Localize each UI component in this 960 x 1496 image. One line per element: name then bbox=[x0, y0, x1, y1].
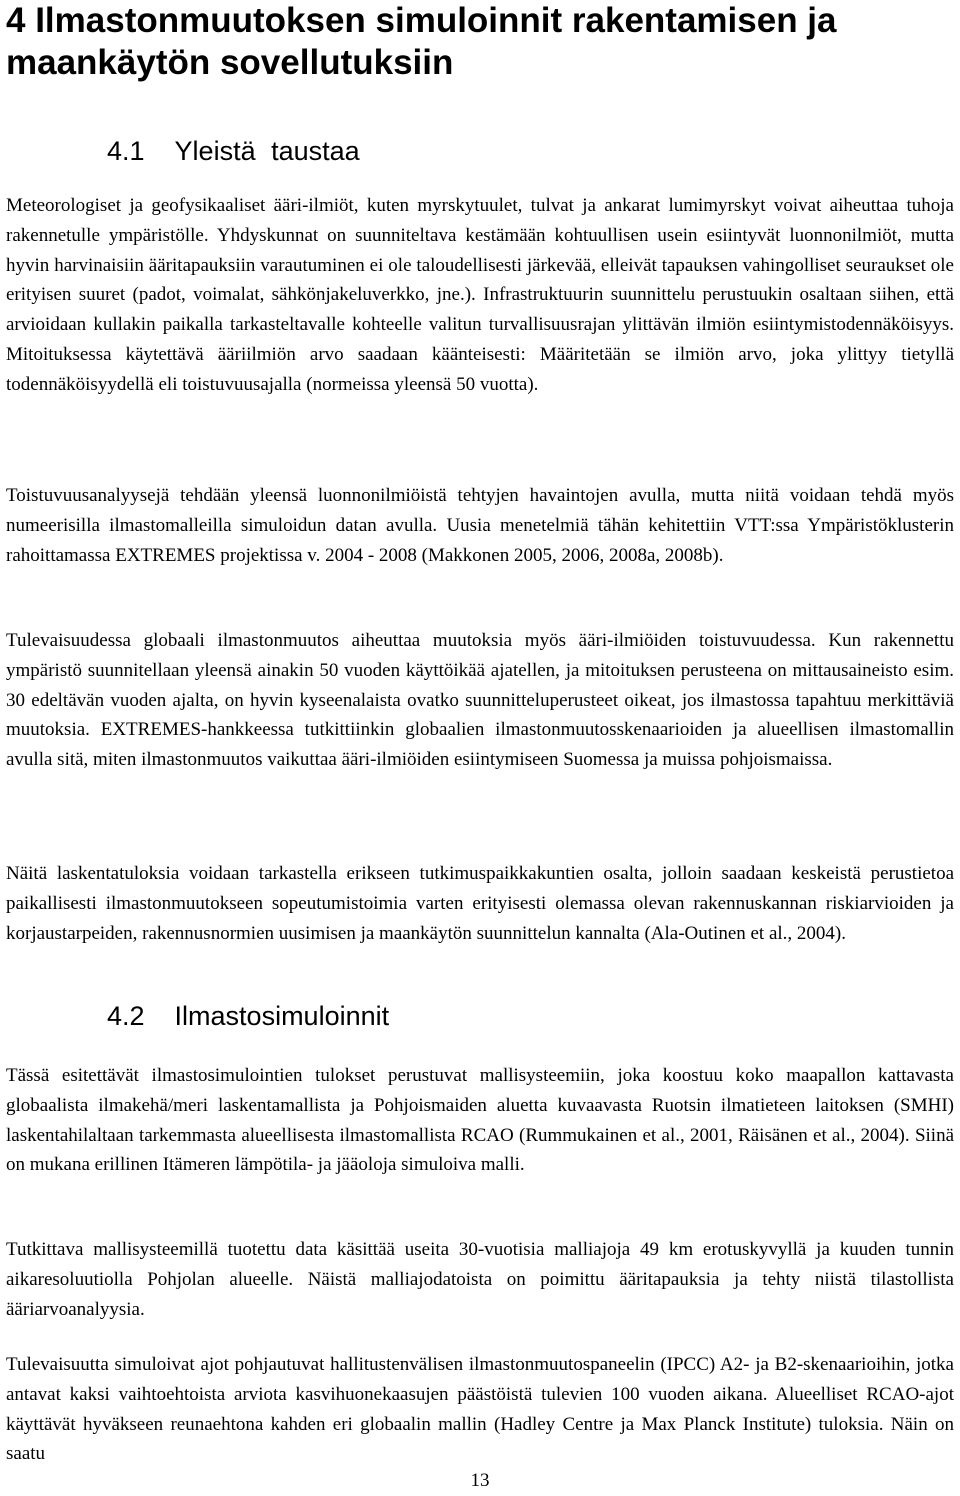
section-title-4-2 bbox=[107, 1000, 389, 1032]
section-number: 4.1 bbox=[107, 136, 145, 166]
paragraph: Tulevaisuudessa globaali ilmastonmuutos aiheuttaa muutoksia myös ääri-ilmiöiden toistuvuudessa. Kun rakennettu ympäristö suunnitellaan yleensä ainakin 50 vuoden käyttöikää ajatellen, ja mitoituksen perusteena on mittausaineisto esim. 30 edeltävän vuoden ajalta, on hyvin kyseenalaista ovatko suunnitteluperusteet oikeat, jos ilmastossa tapahtuu merkittäviä muutoksia. EXTREMES-hankkeessa tutkittiinkin globaalien ilmastonmuutosskenaarioiden ja alueellisen ilmastomallin avulla sitä, miten ilmastonmuutos vaikuttaa ääri-ilmiöiden esiintymiseen Suomessa ja muissa pohjoismaissa. bbox=[6, 630, 954, 771]
paragraph: Toistuvuusanalyysejä tehdään yleensä luonnonilmiöistä tehtyjen havaintojen avulla, mutta niitä voidaan tehdä myös numeerisilla ilmastomalleilla simuloidun datan avulla. Uusia menetelmiä tähän kehitettiin VTT:ssa Ympäristöklusterin rahoittamassa EXTREMES projektissa v. 2004 - 2008 (Makkonen 2005, 2006, 2008a, 2008b). bbox=[6, 485, 954, 566]
paragraph: Meteorologiset ja geofysikaaliset ääri-ilmiöt, kuten myrskytuulet, tulvat ja ankarat lumimyrskyt voivat aiheuttaa tuhoja rakennetulle ympäristölle. Yhdyskunnat on suunniteltava kestämään kohtuullisen usein esiintyvät luonnonilmiöt, mutta hyvin harvinaisiin ääritapauksiin varautuminen ei ole taloudellisesti järkevää, elleivät tapauksen vahingolliset seuraukset ole erityisen suuret (padot, voimalat, sähkönjakeluverkko, jne.). Infrastruktuurin suunnittelu perustuukin osaltaan siihen, että arvioidaan kullakin paikalla tarkasteltavalle kohteelle valitun turvallisuusrajan ylittävän ilmiön esiintymistodennäköisyys. Mitoituksessa käytettävä ääriilmiön arvo saadaan käänteisesti: Määritetään se ilmiön arvo, joka ylittyy tietyllä todennäköisyydellä eli toistuvuusajalla (normeissa yleensä 50 vuotta). bbox=[6, 195, 954, 395]
section-heading-text: Yleistä taustaa bbox=[174, 136, 360, 166]
section-heading-text: Ilmastosimuloinnit bbox=[174, 1001, 390, 1031]
paragraph: Näitä laskentatuloksia voidaan tarkastella erikseen tutkimuspaikkakuntien osalta, jolloin saadaan keskeistä perustietoa paikallisesti ilmastonmuutokseen sopeutumistoimia varten erityisesti olemassa olevan rakennuskannan riskiarvioiden ja korjaustarpeiden, rakennusnormien uusimisen ja maankäytön suunnittelun kannalta (Ala-Outinen et al., 2004). bbox=[6, 863, 954, 944]
section-number: 4.2 bbox=[107, 1001, 145, 1031]
chapter-title: 4 Ilmastonmuutoksen simuloinnit rakentamisen ja maankäytön sovellutuksiin bbox=[6, 1, 837, 82]
paragraph: Tutkittava mallisysteemillä tuotettu data käsittää useita 30-vuotisia malliajoja 49 km erotuskyvyllä ja kuuden tunnin aikaresoluutiolla Pohjolan alueelle. Näistä malliajodatoista on poimittu ääritapauksia ja tehty niistä tilastollista ääriarvoanalyysia. bbox=[6, 1239, 954, 1320]
page-number: 13 bbox=[470, 1470, 490, 1491]
paragraph: Tässä esitettävät ilmastosimulointien tulokset perustuvat mallisysteemiin, joka koostuu koko maapallon kattavasta globaalista ilmakehä/meri laskentamallista ja Pohjoismaiden aluetta kuvaavasta Ruotsin ilmatieteen laitoksen (SMHI) laskentahilaltaan tarkemmasta alueellisesta ilmastomallista RCAO (Rummukainen et al., 2001, Räisänen et al., 2004). Siinä on mukana erillinen Itämeren lämpötila- ja jääoloja simuloiva malli. bbox=[6, 1065, 954, 1176]
paragraph: Tulevaisuutta simuloivat ajot pohjautuvat hallitustenvälisen ilmastonmuutospaneelin (IPCC) A2- ja B2-skenaarioihin, jotka antavat kaksi vaihtoehtoista arviota kasvihuonekaasujen päästöistä tulevien 100 vuoden aikana. Alueelliset RCAO-ajot käyttävät hyväkseen reunaehtona kahden eri globaalin mallin (Hadley Centre ja Max Planck Institute) tuloksia. Näin on saatu bbox=[6, 1354, 954, 1465]
section-title-4-1 bbox=[107, 135, 360, 167]
